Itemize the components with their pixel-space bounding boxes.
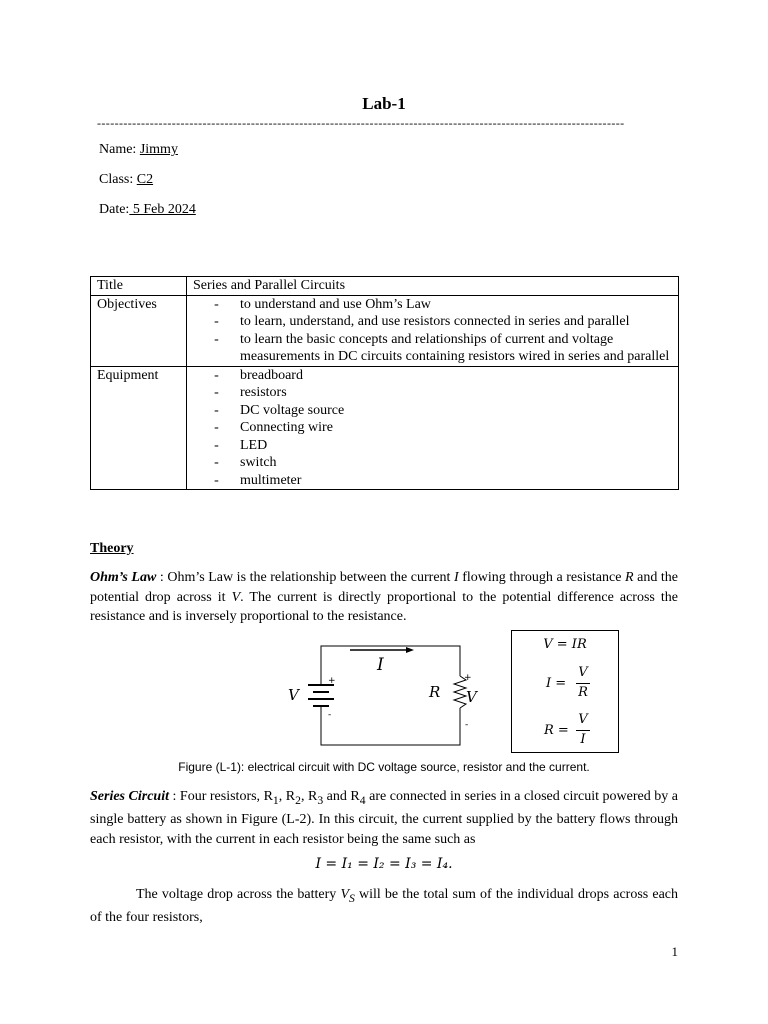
list-item: - LED [214,437,268,453]
objectives-list [187,295,679,366]
figure-caption: Figure (L-1): electrical circuit with DC voltage source, resistor and the current. [178,760,590,774]
date-label: Date: [99,202,130,217]
table-label-objectives: Objectives [91,295,187,366]
table-label-title: Title [91,277,187,296]
table-row-title [91,277,679,296]
separator-line: ------------------------------------------------------------------------------------------------------------------------ [97,116,625,130]
resistor-minus-sign: - [465,720,469,730]
resistance-label: R [429,683,441,701]
date-field [99,202,196,218]
ohms-law-paragraph: Ohm’s Law : Ohm’s Law is the relationship between the current I flowing through a resistance R and the potential drop across it V. The current is directly proportional to the potential difference across the resistance and is inversely proportional to the resistance. [90,570,679,624]
resistor-voltage-label: V [466,688,477,706]
table-row-equipment [91,366,679,490]
circuit-wire [321,646,460,681]
list-item: - to learn, understand, and use resistors connected in series and parallel [214,314,630,329]
source-voltage-label: V [288,686,299,704]
date-value: 5 Feb 2024 [129,202,196,217]
table-label-equipment: Equipment [91,366,187,490]
series-circuit-paragraph: Series Circuit : Four resistors, $R_1$, $R_2$, $R_3$ and $R_4$ are connected in series in a closed circuit powered by a single battery as shown in Figure (L-2). In this circuit, the current supplied by the battery flows through each resistor, with the current in each resistor being the same such as [90,789,678,847]
document-title: Lab-1 [362,94,406,113]
current-label: I [377,655,384,675]
ohms-law-formula-box: V = IR I = V R R = V I [511,630,619,753]
resistor-plus-sign: + [464,673,472,683]
battery-plus-sign: + [328,676,336,686]
table-value-title: Series and Parallel Circuits [187,277,679,296]
current-arrowhead [406,647,414,653]
page-number: 1 [671,944,678,959]
ohms-law-term: Ohm’s Law [90,570,157,585]
list-item: - resistors [214,385,287,400]
battery-minus-sign: - [328,710,332,720]
list-item: - breadboard [214,367,303,383]
list-item: - to learn the basic concepts and relationships of current and voltage measurements in DC circuits containing resistors wired in series and parallel [214,331,670,364]
class-label: Class: [99,172,137,187]
list-item: - to understand and use Ohm’s Law [214,296,431,312]
series-current-equation: I = I₁ = I₂ = I₃ = I₄. [315,856,453,872]
voltage-drop-paragraph: The voltage drop across the battery $V_S$ will be the total sum of the individual drops across each of the four resistors, [90,887,679,926]
circuit-wire [321,708,460,745]
name-field [99,142,178,158]
list-item: - Connecting wire [214,420,333,435]
series-circuit-term: Series Circuit [90,789,169,804]
lab-info-table [90,276,679,490]
class-value: C2 [136,172,154,187]
formula-v-equals-ir: V = IR [543,637,587,652]
list-item: - DC voltage source [214,402,345,418]
theory-heading: Theory [90,541,134,556]
name-value: Jimmy [139,142,178,157]
circuit-diagram [280,636,500,756]
list-item: - multimeter [214,472,302,488]
class-field [99,172,153,188]
name-label: Name: [99,142,140,157]
equipment-list [187,366,679,490]
list-item: - switch [214,455,277,470]
table-row-objectives [91,295,679,366]
